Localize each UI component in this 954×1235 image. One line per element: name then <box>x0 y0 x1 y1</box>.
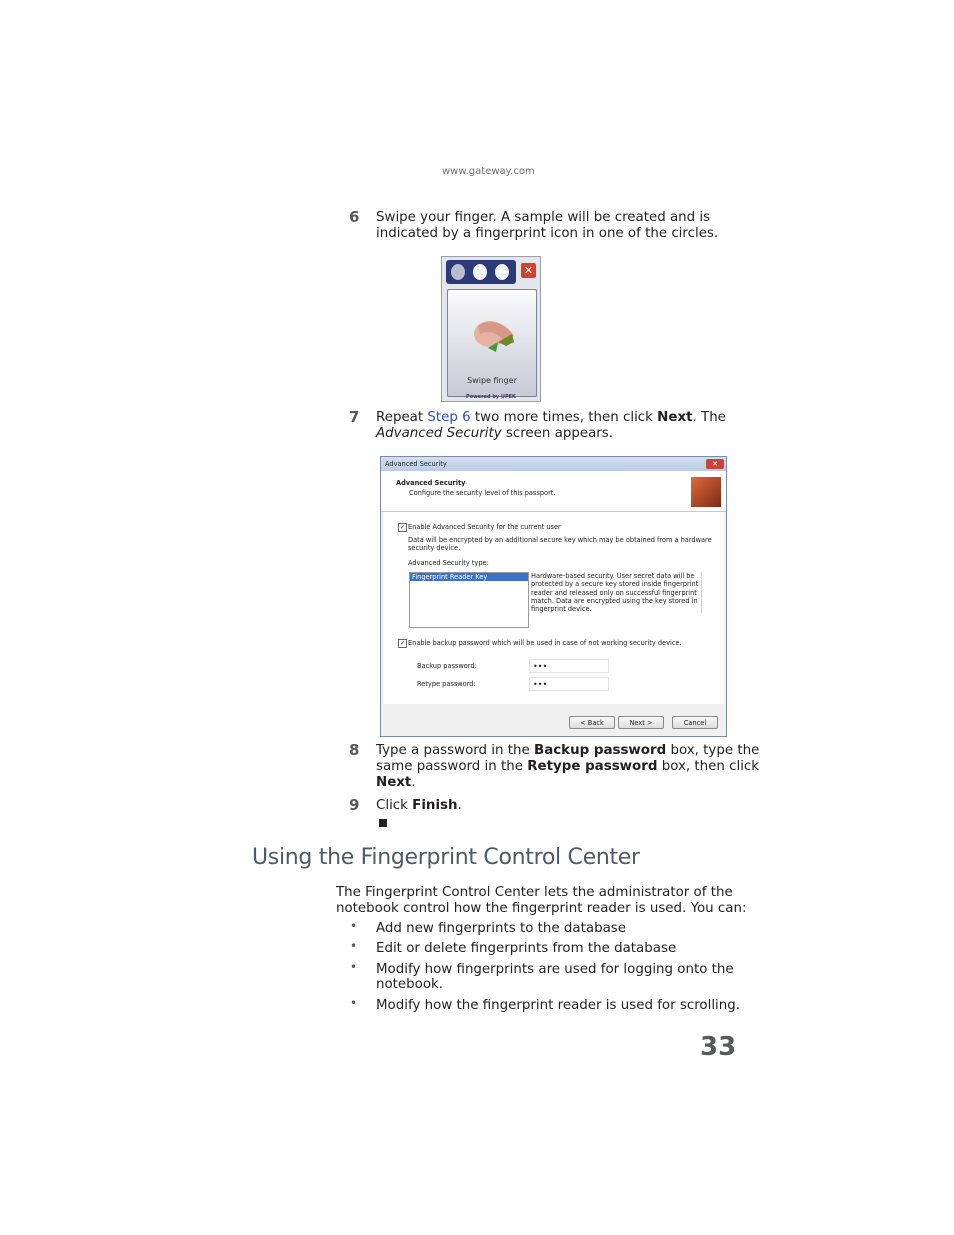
enable-backup-label: Enable backup password which will be used in case of not working security device. <box>408 639 682 647</box>
dialog-close-icon[interactable]: ✕ <box>706 459 724 469</box>
advanced-security-emphasis: Advanced Security <box>376 426 502 441</box>
step-9-text <box>376 798 462 814</box>
step-8-number: 8 <box>349 741 360 759</box>
finish-emphasis: Finish <box>412 798 458 813</box>
cancel-button[interactable]: Cancel <box>672 716 718 729</box>
step-7-text-c: . The <box>692 410 726 425</box>
security-logo-icon <box>691 477 721 507</box>
fingerprint-sample-icon <box>451 264 465 280</box>
bullet-item: Edit or delete fingerprints from the database <box>376 941 677 956</box>
bullet-item: Modify how the fingerprint reader is used for scrolling. <box>376 998 741 1013</box>
step-8-text-c: same password in the <box>376 759 528 774</box>
step-8-text <box>376 743 759 791</box>
fingerprint-swipe-widget <box>441 256 541 402</box>
swipe-panel <box>447 289 537 397</box>
intro-line-1: The Fingerprint Control Center lets the administrator of the <box>336 885 733 900</box>
security-type-description <box>531 572 702 613</box>
swipe-finger-label: Swipe finger <box>467 376 517 385</box>
enable-backup-checkbox[interactable]: ✓ <box>399 640 406 647</box>
next-emphasis: Next <box>376 775 412 790</box>
advanced-description-2: security device. <box>408 544 461 552</box>
step-7-number: 7 <box>349 408 360 426</box>
enable-advanced-checkbox[interactable]: ✓ <box>399 524 406 531</box>
step-6-line-1: Swipe your finger. A sample will be created and is <box>376 210 711 225</box>
type-desc-line: reader and released only on successful fingerprint <box>531 588 697 597</box>
next-emphasis: Next <box>657 410 693 425</box>
security-type-selected[interactable]: Fingerprint Reader Key <box>410 573 528 581</box>
back-button[interactable]: < Back <box>569 716 615 729</box>
section-intro <box>336 885 746 917</box>
dialog-header <box>381 471 726 512</box>
step-7-text-a: Repeat <box>376 410 428 425</box>
next-button[interactable]: Next > <box>618 716 664 729</box>
bullet-item: Add new fingerprints to the database <box>376 921 626 936</box>
bullet-marker: • <box>350 996 358 1010</box>
step-7-text <box>376 410 726 442</box>
step-6-text <box>376 210 718 242</box>
step-6-number: 6 <box>349 208 360 226</box>
hand-swipe-icon <box>468 312 518 357</box>
step-9-text-a: Click <box>376 798 413 813</box>
backup-password-label: Backup password: <box>417 662 477 670</box>
step-8-text-b: box, type the <box>666 743 760 758</box>
step-6-link[interactable]: Step 6 <box>427 410 471 425</box>
step-7-text-d: screen appears. <box>501 426 614 441</box>
sample-circles <box>446 260 516 284</box>
step-9-text-b: . <box>457 798 462 813</box>
powered-by-label: Powered by UPEK <box>466 394 516 400</box>
dialog-body <box>383 512 724 704</box>
end-of-procedure-mark <box>379 819 387 827</box>
step-7-text-b: two more times, then click <box>470 410 658 425</box>
dialog-title: Advanced Security <box>385 460 447 468</box>
advanced-security-dialog <box>380 456 727 737</box>
header-url: www.gateway.com <box>442 166 535 177</box>
backup-password-emphasis: Backup password <box>534 743 667 758</box>
bullet-marker: • <box>350 960 358 974</box>
step-9-number: 9 <box>349 796 360 814</box>
bullet-marker: • <box>350 939 358 953</box>
retype-password-emphasis: Retype password <box>527 759 658 774</box>
bullet-item: Modify how fingerprints are used for logging onto the <box>376 962 734 977</box>
empty-sample-circle <box>495 264 509 280</box>
backup-password-field[interactable]: ••• <box>529 659 609 673</box>
page-number: 33 <box>700 1032 737 1062</box>
intro-line-2: notebook control how the fingerprint reader is used. You can: <box>336 901 747 916</box>
dialog-title-bar <box>381 457 726 471</box>
step-6-line-2: indicated by a fingerprint icon in one of the circles. <box>376 226 719 241</box>
step-8-text-a: Type a password in the <box>376 743 534 758</box>
security-type-list[interactable] <box>409 572 529 628</box>
type-desc-line: protected by a secure key stored inside fingerprint <box>531 580 699 589</box>
empty-sample-circle <box>473 264 487 280</box>
dialog-header-subtitle: Configure the security level of this passport. <box>409 489 556 497</box>
enable-advanced-label: Enable Advanced Security for the current user <box>408 523 561 531</box>
close-icon[interactable]: ✕ <box>521 263 536 278</box>
step-8-text-d: box, then click <box>657 759 760 774</box>
bullet-marker: • <box>350 919 358 933</box>
type-desc-line: match. Data are encrypted using the key stored in <box>531 596 698 605</box>
dialog-header-title: Advanced Security <box>396 479 466 487</box>
section-heading: Using the Fingerprint Control Center <box>252 845 640 870</box>
step-8-text-e: . <box>411 775 416 790</box>
bullet-item-continuation: notebook. <box>376 977 444 992</box>
security-type-label: Advanced Security type: <box>408 559 489 567</box>
retype-password-label: Retype password: <box>417 680 476 688</box>
type-desc-line: Hardware-based security. User secret data will be <box>531 572 695 580</box>
retype-password-field[interactable]: ••• <box>529 677 609 691</box>
type-desc-line: fingerprint device. <box>531 605 592 614</box>
advanced-description-1: Data will be encrypted by an additional secure key which may be obtained from a hardware <box>408 536 712 544</box>
